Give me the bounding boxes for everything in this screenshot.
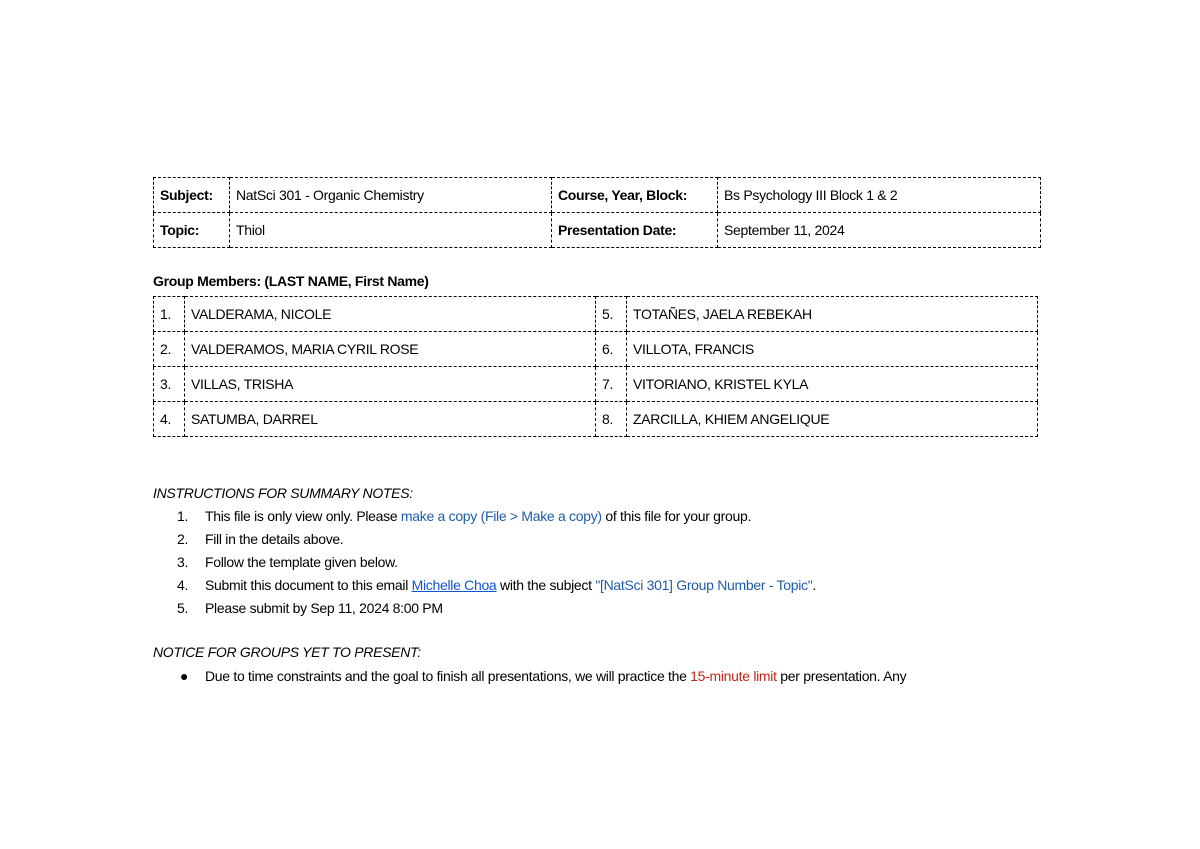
time-limit-highlight: 15-minute limit [690, 668, 777, 684]
member-name: TOTAÑES, JAELA REBEKAH [627, 297, 1038, 332]
member-name: VITORIANO, KRISTEL KYLA [627, 367, 1038, 402]
info-row-topic [154, 213, 1041, 248]
instruction-text: Follow the template given below. [205, 554, 398, 570]
course-label: Course, Year, Block: [552, 178, 718, 213]
member-number: 8. [596, 402, 627, 437]
presentation-date-value: September 11, 2024 [718, 213, 1041, 248]
member-name: VALDERAMOS, MARIA CYRIL ROSE [185, 332, 596, 367]
member-number: 1. [154, 297, 185, 332]
member-name: ZARCILLA, KHIEM ANGELIQUE [627, 402, 1038, 437]
instruction-text: Fill in the details above. [205, 531, 344, 547]
topic-label: Topic: [154, 213, 230, 248]
instruction-number: 1. [177, 508, 189, 524]
email-link[interactable]: Michelle Choa [411, 577, 497, 593]
instruction-text: with the subject [496, 577, 596, 593]
member-number: 7. [596, 367, 627, 402]
instruction-text: Submit this document to this email [205, 577, 412, 593]
notice-text: per presentation. Any [776, 668, 907, 684]
instruction-number: 5. [177, 600, 189, 616]
subject-format-highlight: "[NatSci 301] Group Number - Topic" [595, 577, 813, 593]
instruction-item [177, 530, 816, 553]
member-name: VILLOTA, FRANCIS [627, 332, 1038, 367]
topic-value: Thiol [230, 213, 552, 248]
instruction-item [177, 576, 816, 599]
member-name: VALDERAMA, NICOLE [185, 297, 596, 332]
bullet-icon: ● [180, 668, 189, 684]
course-info-table [153, 177, 1041, 248]
member-name: VILLAS, TRISHA [185, 367, 596, 402]
notice-item [180, 667, 906, 686]
subject-label: Subject: [154, 178, 230, 213]
member-number: 4. [154, 402, 185, 437]
instruction-text: . [812, 577, 816, 593]
make-copy-highlight: make a copy (File > Make a copy) [400, 508, 602, 524]
member-row [154, 332, 1038, 367]
member-number: 6. [596, 332, 627, 367]
member-row [154, 367, 1038, 402]
notice-text: Due to time constraints and the goal to finish all presentations, we will practice the [205, 668, 691, 684]
member-number: 2. [154, 332, 185, 367]
subject-value: NatSci 301 - Organic Chemistry [230, 178, 552, 213]
member-number: 5. [596, 297, 627, 332]
presentation-date-label: Presentation Date: [552, 213, 718, 248]
group-members-table [153, 296, 1038, 437]
instruction-number: 3. [177, 554, 189, 570]
member-name: SATUMBA, DARREL [185, 402, 596, 437]
member-row [154, 402, 1038, 437]
instruction-number: 2. [177, 531, 189, 547]
instruction-text: Please submit by Sep 11, 2024 8:00 PM [205, 600, 443, 616]
notice-list [180, 667, 906, 686]
instruction-item [177, 599, 816, 622]
instructions-heading: INSTRUCTIONS FOR SUMMARY NOTES: [153, 485, 413, 501]
info-row-subject [154, 178, 1041, 213]
instruction-item [177, 507, 816, 530]
member-number: 3. [154, 367, 185, 402]
instruction-text: This file is only view only. Please [205, 508, 401, 524]
member-row [154, 297, 1038, 332]
group-members-heading: Group Members: (LAST NAME, First Name) [153, 273, 429, 289]
instruction-text: of this file for your group. [601, 508, 752, 524]
instruction-item [177, 553, 816, 576]
course-value: Bs Psychology III Block 1 & 2 [718, 178, 1041, 213]
notice-heading: NOTICE FOR GROUPS YET TO PRESENT: [153, 644, 421, 660]
instruction-number: 4. [177, 577, 189, 593]
instructions-list [177, 507, 816, 622]
